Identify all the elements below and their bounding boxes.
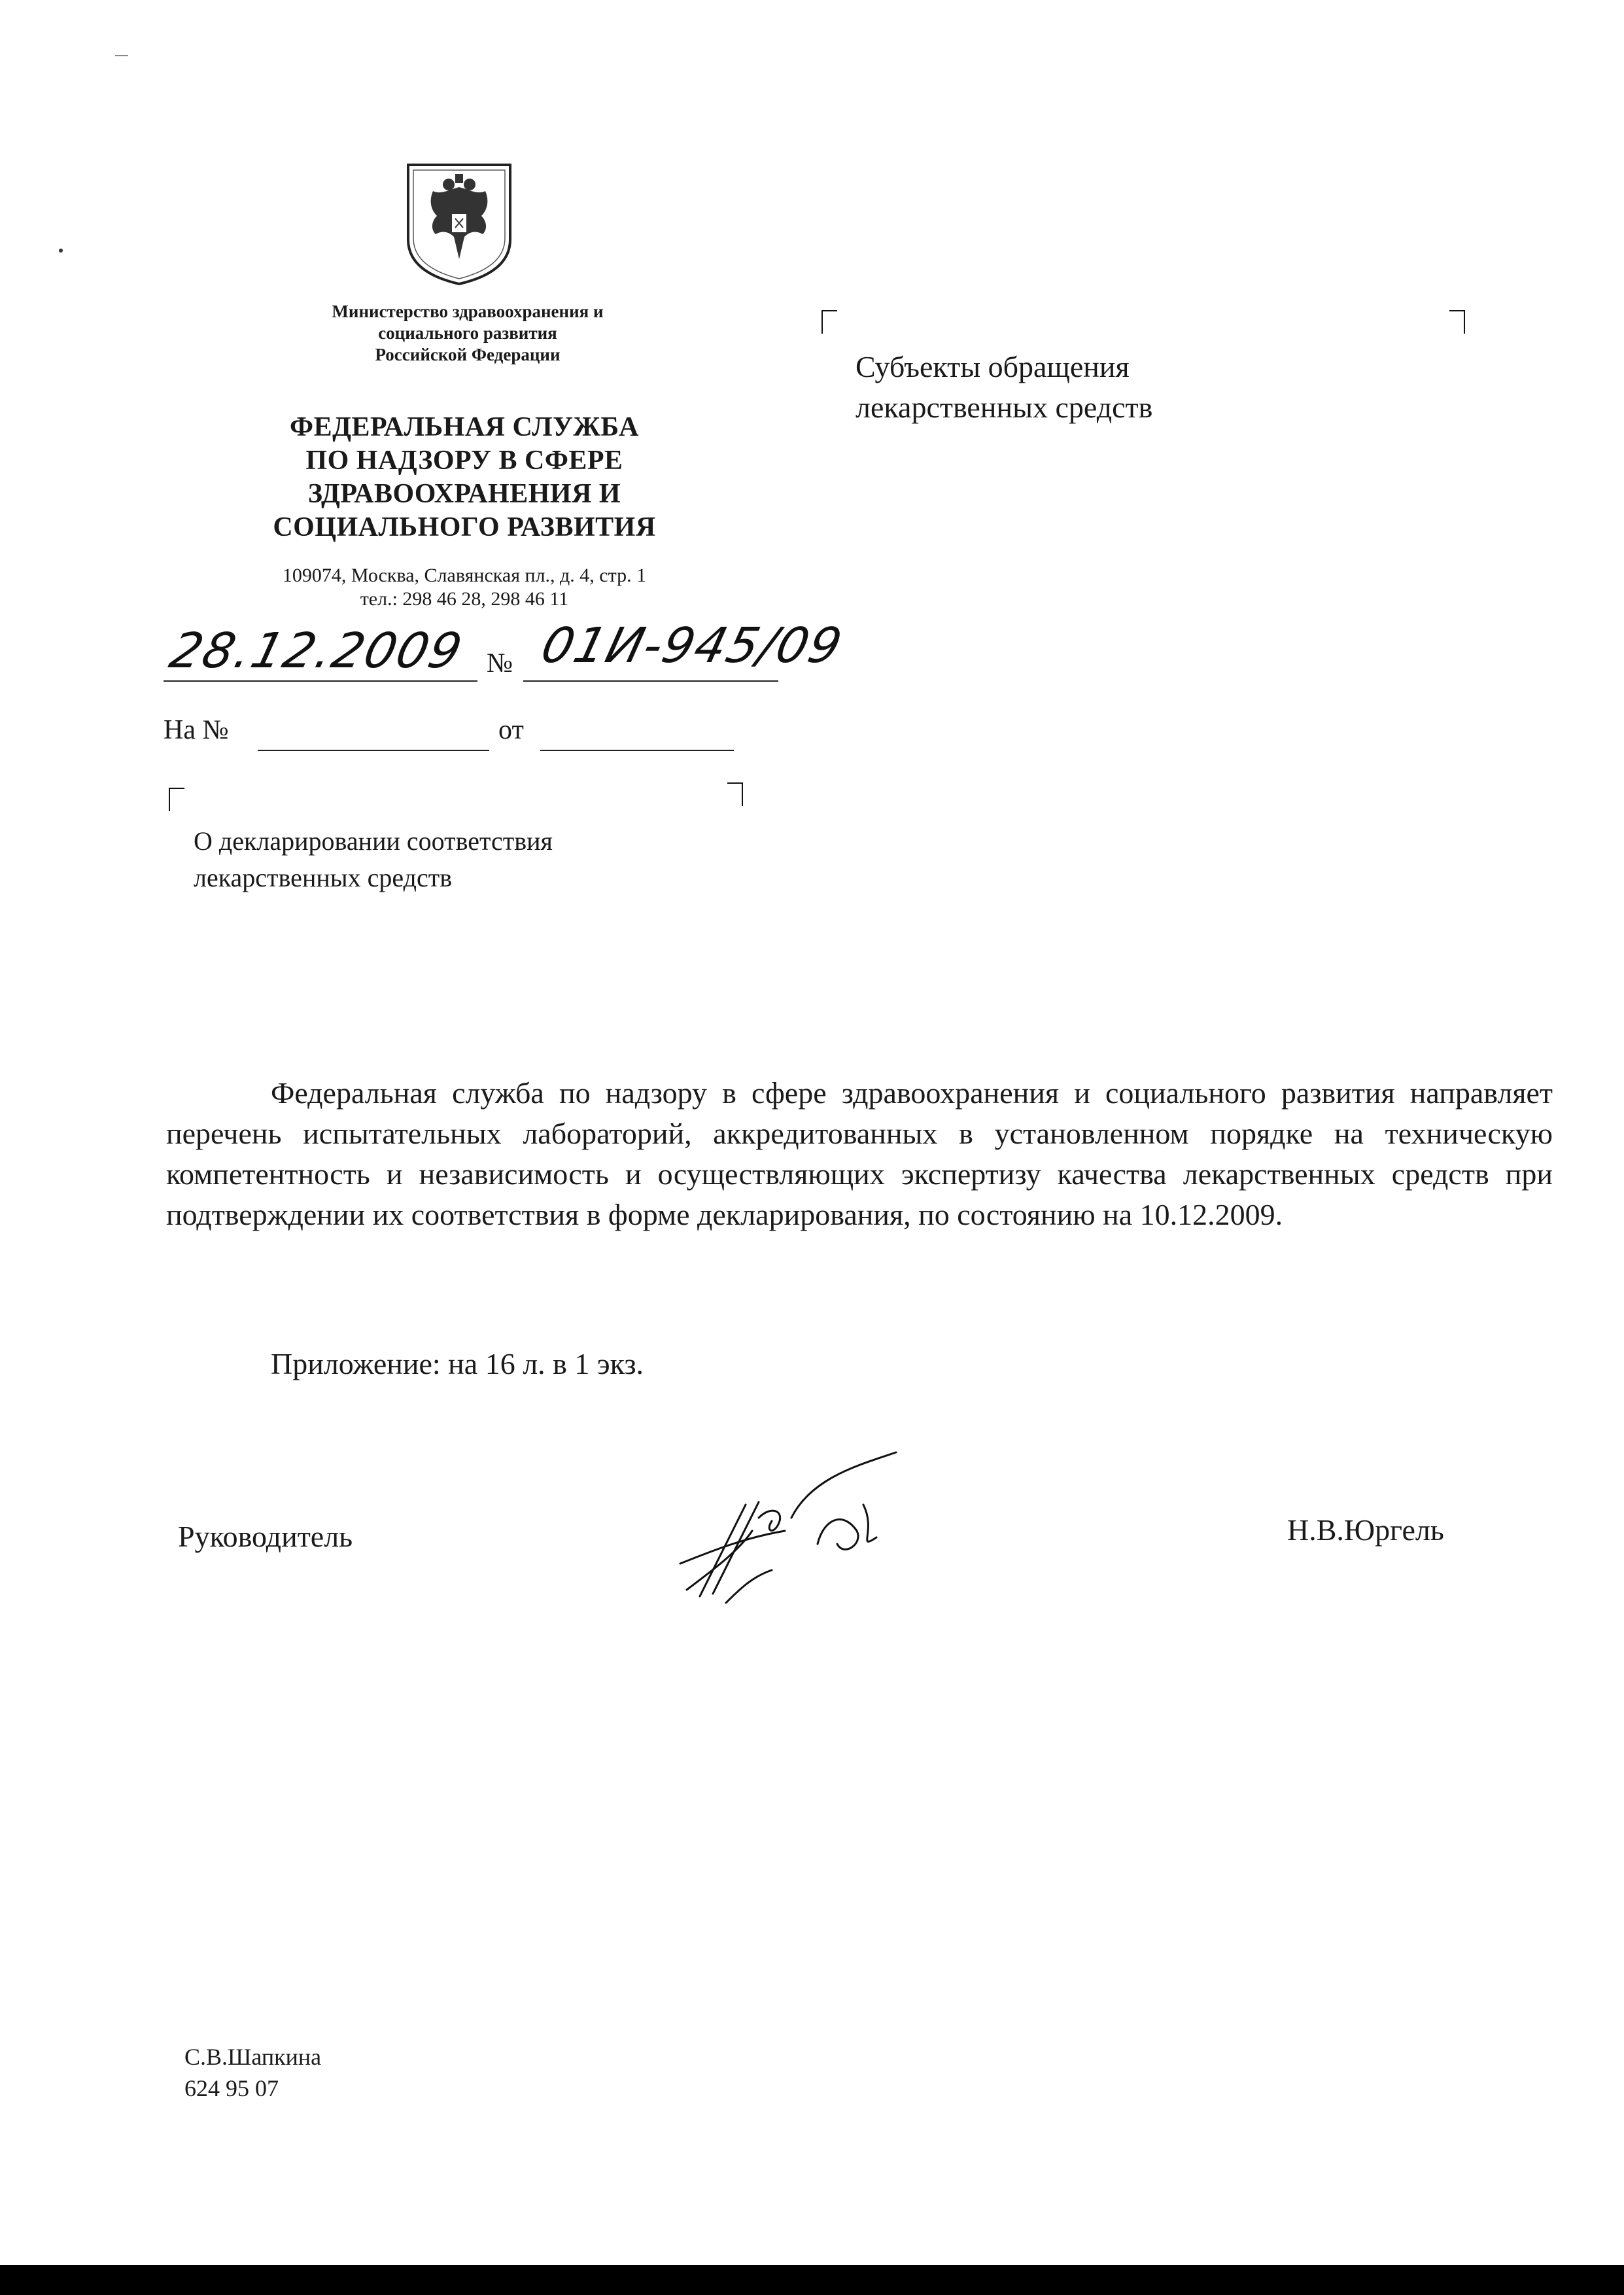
- reference-on-label: На №: [164, 715, 229, 745]
- executor-phone: 624 95 07: [184, 2075, 279, 2101]
- recipient-line: лекарственных средств: [855, 391, 1153, 424]
- subject: [194, 823, 553, 896]
- letter-body: [166, 1073, 1553, 1235]
- ministry-line: социального развития: [378, 323, 557, 343]
- number-label: №: [487, 648, 513, 678]
- russian-coat-of-arms-icon: [403, 161, 515, 287]
- address-block: [216, 564, 713, 611]
- phone: тел.: 298 46 28, 298 46 11: [360, 588, 569, 610]
- executor-name: С.В.Шапкина: [184, 2044, 322, 2070]
- reference-date-blank: [540, 750, 734, 751]
- subject-line: О декларировании соответствия: [194, 826, 553, 856]
- reference-number-blank: [258, 750, 489, 751]
- ministry-line: Российской Федерации: [375, 345, 561, 364]
- service-line: ЗДРАВООХРАНЕНИЯ И: [307, 479, 621, 509]
- registration-number: 01И-945/09: [536, 618, 849, 674]
- subject-corner-right: [727, 782, 743, 806]
- date-underline: [164, 680, 477, 682]
- scan-edge: [0, 2265, 1624, 2295]
- recipient: [855, 347, 1152, 428]
- ministry-name: [268, 301, 667, 366]
- executor-block: [184, 2041, 321, 2104]
- subject-line: лекарственных средств: [194, 863, 453, 892]
- registration-date: 28.12.2009: [164, 623, 469, 679]
- body-paragraph: Федеральная служба по надзору в сфере здравоохранения и социального развития направляет перечень испытательных лабораторий, аккредитованных в установленном порядке на техническую компетентность и независимость и осуществляющих экспертизу качества лекарственных средств при подтверждении их соответствия в форме декларирования, по состоянию на 10.12.2009.: [166, 1076, 1553, 1231]
- service-name: [235, 411, 693, 544]
- service-line: ПО НАДЗОРУ В СФЕРЕ: [305, 446, 623, 476]
- attachment-note: Приложение: на 16 л. в 1 экз.: [271, 1347, 644, 1380]
- handwritten-signature: [661, 1439, 988, 1609]
- subject-corner-left: [169, 788, 184, 811]
- number-underline: [523, 680, 778, 682]
- service-line: СОЦИАЛЬНОГО РАЗВИТИЯ: [273, 512, 656, 542]
- scan-speck: [59, 249, 63, 253]
- reference-from-label: от: [498, 715, 524, 745]
- recipient-corner-left: [821, 310, 837, 334]
- signer-title: Руководитель: [178, 1520, 353, 1553]
- recipient-corner-right: [1449, 310, 1465, 334]
- signer-name: Н.В.Юргель: [1287, 1513, 1444, 1547]
- address: 109074, Москва, Славянская пл., д. 4, стр. 1: [282, 565, 647, 586]
- scan-speck: [115, 55, 128, 56]
- ministry-line: Министерство здравоохранения и: [332, 302, 604, 321]
- recipient-line: Субъекты обращения: [855, 350, 1130, 383]
- service-line: ФЕДЕРАЛЬНАЯ СЛУЖБА: [290, 412, 639, 442]
